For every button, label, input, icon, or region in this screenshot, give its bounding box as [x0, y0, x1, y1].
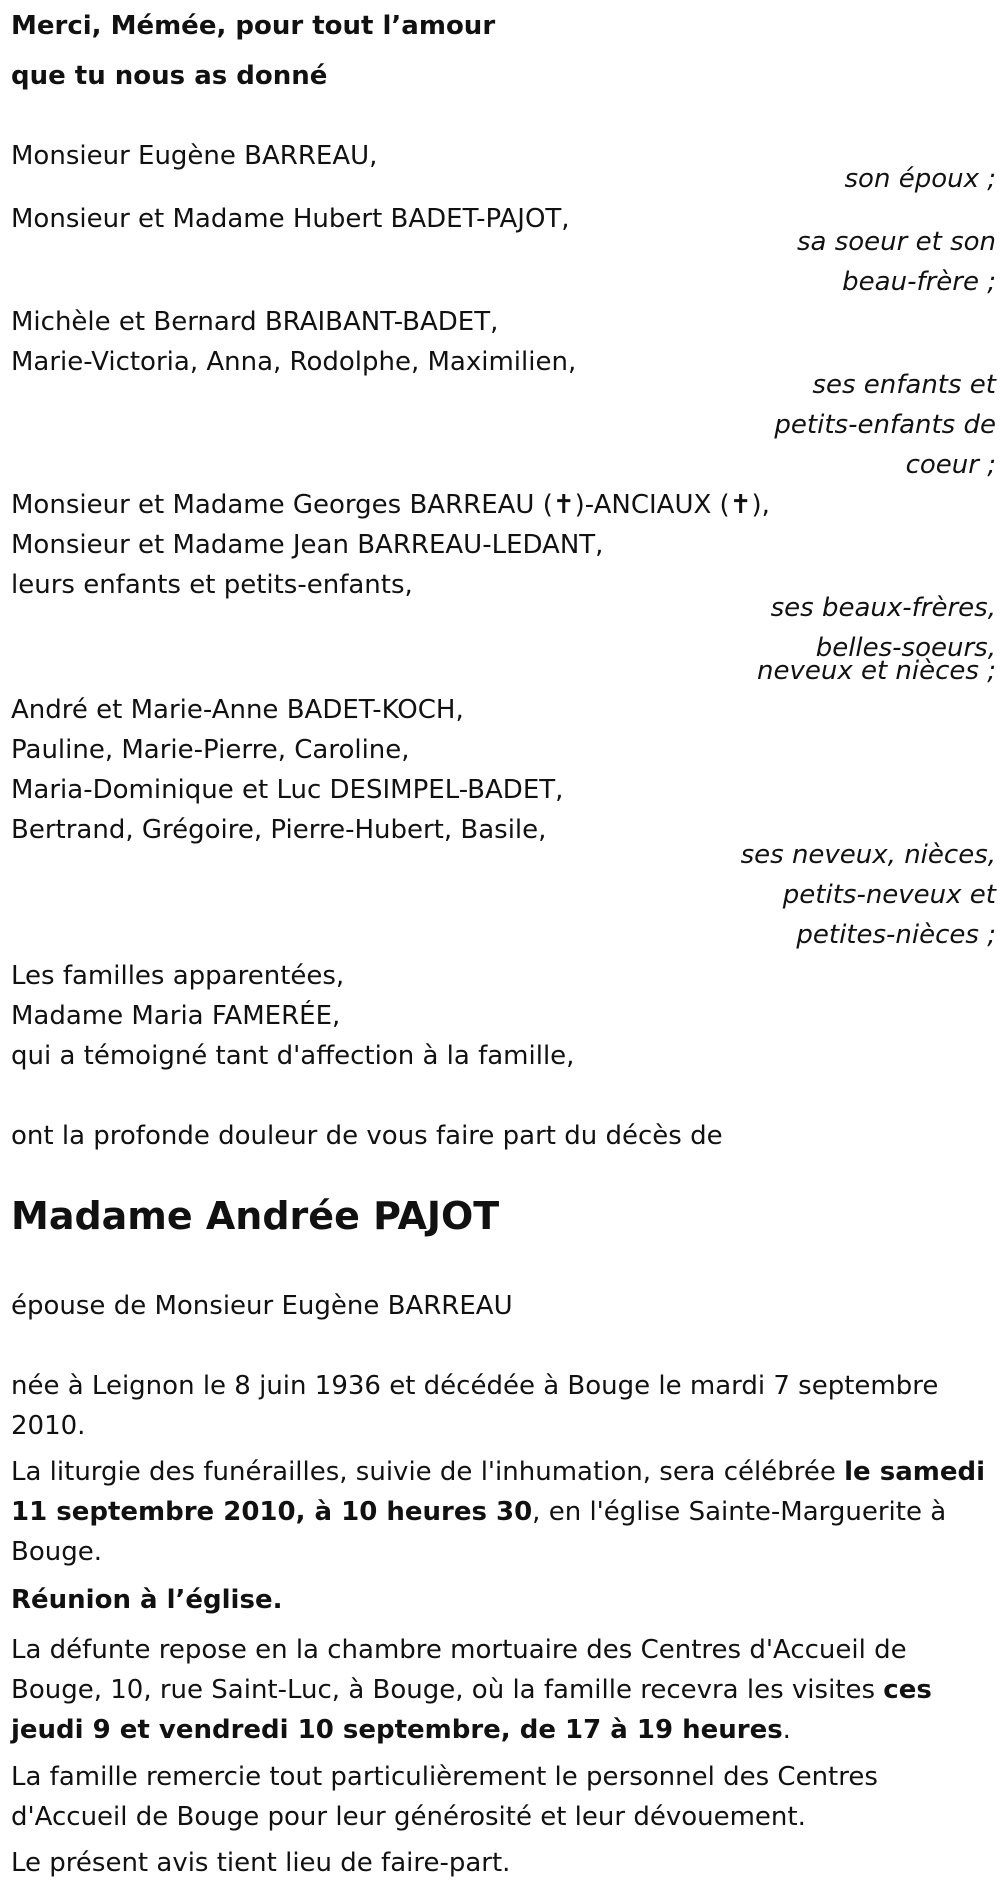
repose-end: .	[782, 1715, 791, 1745]
family-line: qui a témoigné tant d'affection à la famille,	[11, 1041, 575, 1071]
header-line-2: que tu nous as donné	[11, 61, 328, 91]
liturgy-paragraph	[11, 1452, 996, 1572]
family-line: leurs enfants et petits-enfants,	[11, 570, 413, 600]
relation-label: ses enfants et	[812, 370, 996, 400]
liturgy-date: le samedi 11 septembre 2010, à 10 heures 30	[11, 1457, 986, 1527]
reunion-line: Réunion à l’église.	[11, 1585, 283, 1615]
relation-label: sa soeur et son	[796, 227, 996, 257]
thanks-paragraph: La famille remercie tout particulièrement le personnel des Centres d'Accueil de Bouge pour leur générosité et leur dévouement.	[11, 1762, 878, 1832]
liturgy-text: La liturgie des funérailles, suivie de l'inhumation, sera célébrée	[11, 1457, 845, 1487]
relation-label: neveux et nièces ;	[756, 656, 996, 686]
family-line: Pauline, Marie-Pierre, Caroline,	[11, 735, 410, 765]
relation-label: petites-nièces ;	[796, 920, 996, 950]
relation-label: coeur ;	[905, 450, 996, 480]
deceased-name: Madame Andrée PAJOT	[11, 1194, 500, 1238]
family-line: Maria-Dominique et Luc DESIMPEL-BADET,	[11, 775, 564, 805]
family-line: Les familles apparentées,	[11, 961, 345, 991]
family-line: Monsieur et Madame Jean BARREAU-LEDANT,	[11, 530, 604, 560]
closing-line: Le présent avis tient lieu de faire-part.	[11, 1848, 511, 1878]
relation-label: petits-enfants de	[774, 410, 996, 440]
family-line: Monsieur et Madame Hubert BADET-PAJOT,	[11, 204, 570, 234]
liturgy-place: , en l'église Sainte-Marguerite à Bouge.	[11, 1497, 947, 1567]
family-line: Marie-Victoria, Anna, Rodolphe, Maximilien,	[11, 347, 577, 377]
family-line: Monsieur Eugène BARREAU,	[11, 141, 378, 171]
relation-label: ses neveux, nièces,	[740, 840, 996, 870]
family-line: Michèle et Bernard BRAIBANT-BADET,	[11, 307, 499, 337]
announcement-intro: ont la profonde douleur de vous faire part du décès de	[11, 1121, 723, 1151]
family-line: Madame Maria FAMERÉE,	[11, 1001, 341, 1031]
family-line: Monsieur et Madame Georges BARREAU (✝)-ANCIAUX (✝),	[11, 490, 770, 520]
relation-label: petits-neveux et	[782, 880, 996, 910]
relation-label: beau-frère ;	[842, 267, 996, 297]
birth-death-paragraph: née à Leignon le 8 juin 1936 et décédée à Bouge le mardi 7 septembre 2010.	[11, 1371, 939, 1441]
repose-text: La défunte repose en la chambre mortuaire des Centres d'Accueil de Bouge, 10, rue Saint-Luc, à Bouge, où la famille recevra les visites	[11, 1635, 907, 1705]
family-line: André et Marie-Anne BADET-KOCH,	[11, 695, 464, 725]
visit-times: ces jeudi 9 et vendredi 10 septembre, de 17 à 19 heures	[11, 1675, 932, 1745]
family-line: Bertrand, Grégoire, Pierre-Hubert, Basile,	[11, 815, 547, 845]
relation-label: ses beaux-frères,	[770, 593, 996, 623]
relation-label: belles-soeurs,	[815, 633, 996, 663]
spouse-line: épouse de Monsieur Eugène BARREAU	[11, 1291, 513, 1321]
repose-paragraph	[11, 1630, 996, 1750]
header-line-1: Merci, Mémée, pour tout l’amour	[11, 11, 496, 41]
relation-label: son époux ;	[844, 164, 996, 194]
